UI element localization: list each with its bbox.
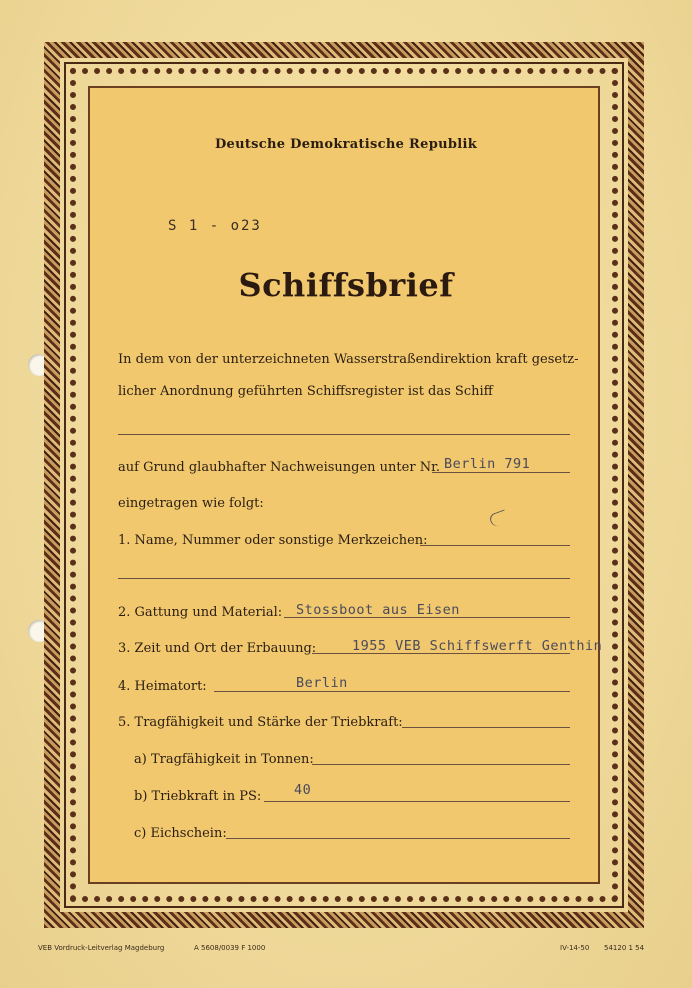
issuing-state: Deutsche Demokratische Republik xyxy=(214,137,478,152)
blank-line xyxy=(118,434,570,435)
field-home-label: 4. Heimatort: xyxy=(118,679,207,694)
registration-label: auf Grund glaubhafter Nachweisungen unter Nr. xyxy=(118,460,440,475)
field-home-line xyxy=(214,691,570,692)
registration-line xyxy=(432,472,570,473)
field-power-value: 40 xyxy=(294,782,312,798)
field-power-label: b) Triebkraft in PS: xyxy=(134,789,262,804)
field-gauge-line xyxy=(226,838,570,839)
field-home-value: Berlin xyxy=(296,675,348,691)
field-capacity-line xyxy=(402,727,570,728)
intro-line-1: In dem von der unterzeichneten Wasserstraßendirektion kraft gesetz- xyxy=(118,352,579,367)
footer-form-code: A 5608/0039 F 1000 xyxy=(194,944,266,952)
field-gauge-label: c) Eichschein: xyxy=(134,826,227,841)
field-name-label: 1. Name, Nummer oder sonstige Merkzeichen: xyxy=(118,533,428,548)
field-name-line xyxy=(420,545,570,546)
field-name-line-2 xyxy=(118,578,570,579)
field-tonnage-label: a) Tragfähigkeit in Tonnen: xyxy=(134,752,314,767)
footer-publisher: VEB Vordruck-Leitverlag Magdeburg xyxy=(38,944,165,952)
field-power-line xyxy=(264,801,570,802)
intro-line-2: licher Anordnung geführten Schiffsregister ist das Schiff xyxy=(118,384,493,399)
field-capacity-label: 5. Tragfähigkeit und Stärke der Triebkraft: xyxy=(118,715,403,730)
footer-code-2: IV-14-50 xyxy=(560,944,590,952)
document-title: Schiffsbrief xyxy=(238,266,454,304)
footer-code-3: 54120 1 54 xyxy=(604,944,645,952)
field-type-label: 2. Gattung und Material: xyxy=(118,605,283,620)
field-type-value: Stossboot aus Eisen xyxy=(296,602,460,618)
field-built-value: 1955 VEB Schiffswerft Genthin xyxy=(352,638,603,654)
registration-line-2: eingetragen wie folgt: xyxy=(118,496,264,511)
register-number: S 1 - o23 xyxy=(168,218,262,234)
registration-value: Berlin 791 xyxy=(444,456,531,472)
field-tonnage-line xyxy=(312,764,570,765)
field-built-label: 3. Zeit und Ort der Erbauung: xyxy=(118,641,317,656)
